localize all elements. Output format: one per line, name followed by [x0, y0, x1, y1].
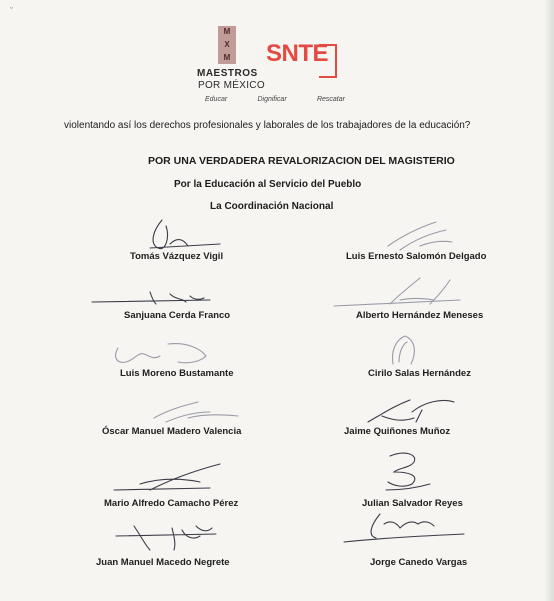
body-paragraph: violentando así los derechos profesionales y laborales de los trabajadores de la educación? — [64, 120, 471, 131]
signatory-name: Jaime Quiñones Muñoz — [344, 426, 451, 437]
signatory-name: Juan Manuel Macedo Negrete — [96, 557, 230, 568]
signatory-group: La Coordinación Nacional — [210, 201, 334, 212]
logo-letter: M — [223, 52, 231, 62]
slogan-sub: Por la Educación al Servicio del Pueblo — [174, 179, 362, 190]
signatory-name: Julian Salvador Reyes — [362, 498, 463, 509]
tagline-word: Educar — [205, 96, 228, 103]
tagline-word: Dignificar — [257, 96, 287, 103]
signatory-name: Jorge Canedo Vargas — [370, 557, 468, 568]
signature-11 — [112, 516, 222, 556]
slogan-main: POR UNA VERDADERA REVALORIZACION DEL MAGISTERIO — [148, 155, 455, 167]
signature-9 — [110, 460, 230, 496]
signatory-name: Luis Moreno Bustamante — [120, 368, 234, 379]
signature-5 — [108, 336, 218, 368]
signatory-name: Luis Ernesto Salomón Delgado — [346, 251, 487, 262]
logo-letter: M — [223, 27, 231, 37]
snte-logo: SNTE — [266, 40, 329, 67]
org-tagline — [205, 96, 345, 103]
signatory-name: Mario Alfredo Camacho Pérez — [104, 498, 239, 509]
signature-8 — [362, 392, 462, 428]
scan-mark: ˇ — [10, 6, 13, 16]
signatory-name: Tomás Vázquez Vigil — [130, 251, 224, 262]
org-country: POR MÉXICO — [198, 80, 265, 91]
signature-2 — [380, 216, 460, 256]
mxm-logo — [218, 26, 236, 64]
signature-10 — [370, 446, 440, 494]
signature-12 — [340, 506, 470, 546]
page-edge-shadow — [544, 0, 554, 601]
signature-7 — [148, 392, 248, 426]
signatory-name: Sanjuana Cerda Franco — [124, 310, 231, 321]
signatory-name: Óscar Manuel Madero Valencia — [102, 426, 242, 437]
signature-6 — [385, 330, 425, 370]
signatory-name: Alberto Hernández Meneses — [356, 310, 484, 321]
signature-3 — [90, 286, 220, 310]
signature-4 — [330, 274, 470, 314]
org-name: MAESTROS — [197, 68, 258, 79]
signatory-name: Cirilo Salas Hernández — [368, 368, 471, 379]
logo-letter: X — [224, 39, 230, 49]
snte-logo-frame — [319, 44, 337, 78]
tagline-word: Rescatar — [316, 96, 345, 103]
